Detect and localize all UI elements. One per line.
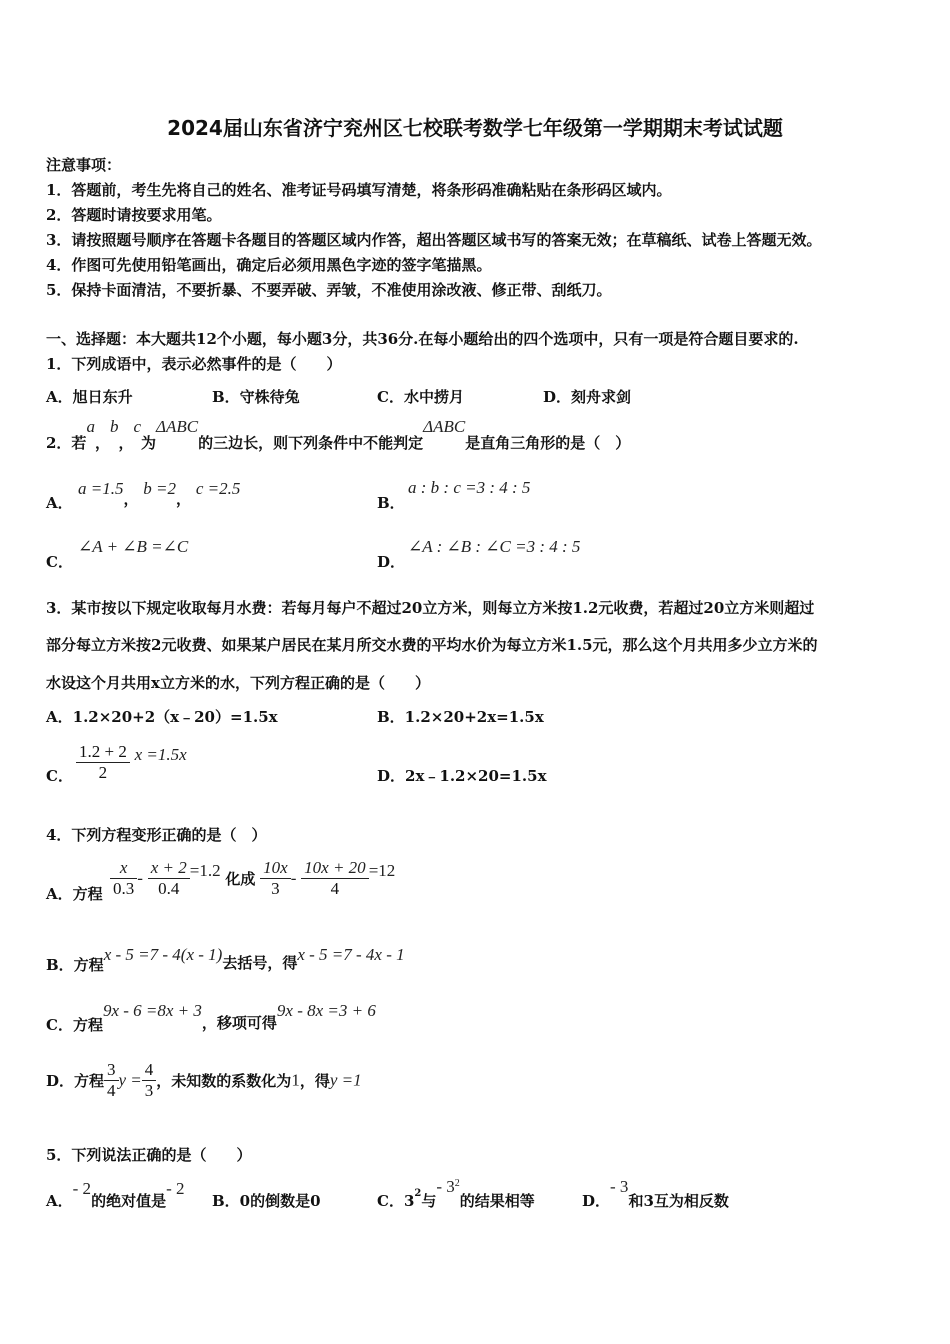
notice-item-1: 1．答题前，考生先将自己的姓名、准考证号码填写清楚，将条形码准确粘贴在条形码区域内。 xyxy=(46,181,672,199)
q5-option-a: A．- 2的绝对值是- 2 xyxy=(46,1179,185,1210)
q2-option-b-expr: a : b : c =3 : 4 : 5 xyxy=(408,478,531,497)
q3-option-c-expr: $\frac{1.2 + 2}{2}$ x =1.5x xyxy=(76,742,187,783)
notice-item-4: 4．作图可先使用铅笔画出，确定后必须用黑色字迹的签字笔描黑。 xyxy=(46,256,492,274)
q2-option-c-expr: ∠A + ∠B =∠C xyxy=(78,537,189,556)
notice-item-2: 2．答题时请按要求用笔。 xyxy=(46,206,222,224)
q4-option-d: D．方程 $\frac{3}{4}$ y = $\frac{4}{3}$ ，未知数的系数化为1，得y =1 xyxy=(46,1060,362,1100)
q2-option-b-label: B． xyxy=(377,494,405,512)
q3-stem-line3: 水设这个月共用x立方米的水，下列方程正确的是（ ） xyxy=(46,674,430,692)
q5-option-c: C．$3^2$与- $3^2$的结果相等 xyxy=(377,1177,535,1210)
q3-option-b: B．1.2×20+2x=1.5x xyxy=(377,708,544,726)
notice-item-5: 5．保持卡面清洁，不要折暴、不要弄破、弄皱，不准使用涂改液、修正带、刮纸刀。 xyxy=(46,281,612,299)
q2-option-a-label: A． xyxy=(46,494,73,512)
q4-option-a-label: A．方程 xyxy=(46,885,103,903)
page-title: 2024届山东省济宁兖州区七校联考数学七年级第一学期期末考试试题 xyxy=(167,116,783,140)
q3-option-a: A．1.2×20+2（x﹣20）=1.5x xyxy=(46,708,278,726)
q3-option-d: D．2x﹣1.2×20=1.5x xyxy=(377,767,547,785)
q4-stem: 4．下列方程变形正确的是（ ） xyxy=(46,826,267,844)
q5-option-b: B．0的倒数是0 xyxy=(212,1192,321,1210)
notice-item-3: 3．请按照题号顺序在答题卡各题目的答题区域内作答，超出答题区域书写的答案无效；在草稿纸、试卷上答题无效。 xyxy=(46,231,822,249)
q2-stem: 2．若a，b，c为ΔABC的三边长，则下列条件中不能判定ΔABC是直角三角形的是（ ） xyxy=(46,417,631,452)
q3-stem-line2: 部分每立方米按2元收费、如果某户居民在某月所交水费的平均水价为每立方米1.5元，那么这个月共用多少立方米的 xyxy=(46,636,818,654)
q5-stem: 5．下列说法正确的是（ ） xyxy=(46,1146,252,1164)
q4-option-b: B．方程x - 5 =7 - 4(x - 1)去括号，得x - 5 =7 - 4x - 1 xyxy=(46,945,405,974)
q1-option-d: D．刻舟求剑 xyxy=(543,388,632,406)
q4-option-c: C．方程9x - 6 =8x + 3，移项可得9x - 8x =3 + 6 xyxy=(46,1001,376,1034)
notice-heading: 注意事项： xyxy=(46,156,122,174)
q1-option-b: B．守株待兔 xyxy=(212,388,300,406)
q2-option-a-expr: a =1.5， b =2， c =2.5 xyxy=(78,479,241,508)
q5-option-d: D．- 3和3互为相反数 xyxy=(582,1177,729,1210)
section-heading: 一、选择题：本大题共12个小题，每小题3分，共36分.在每小题给出的四个选项中，只有一项是符合题目要求的. xyxy=(46,330,799,348)
q3-c-fraction: $\frac{1.2 + 2}{2}$ xyxy=(76,742,130,783)
q3-stem-line1: 3．某市按以下规定收取每月水费：若每月每户不超过20立方米，则每立方米按1.2元收费，若超过20立方米则超过 xyxy=(46,599,815,617)
q1-stem: 1．下列成语中，表示必然事件的是（ ） xyxy=(46,355,342,373)
q1-option-c: C．水中捞月 xyxy=(377,388,464,406)
q2-option-d-label: D． xyxy=(377,553,406,571)
q2-option-d-expr: ∠A : ∠B : ∠C =3 : 4 : 5 xyxy=(408,537,581,556)
q2-option-c-label: C． xyxy=(46,553,73,571)
q1-option-a: A．旭日东升 xyxy=(46,388,133,406)
q3-option-c-label: C． xyxy=(46,767,73,785)
q4-option-a-expr: $\frac{x}{0.3}$ - $\frac{x + 2}{0.4}$ =1.2 化成 $\frac{10x}{3}$ - $\frac{10x + 20}{4}$ =12 xyxy=(110,858,395,899)
